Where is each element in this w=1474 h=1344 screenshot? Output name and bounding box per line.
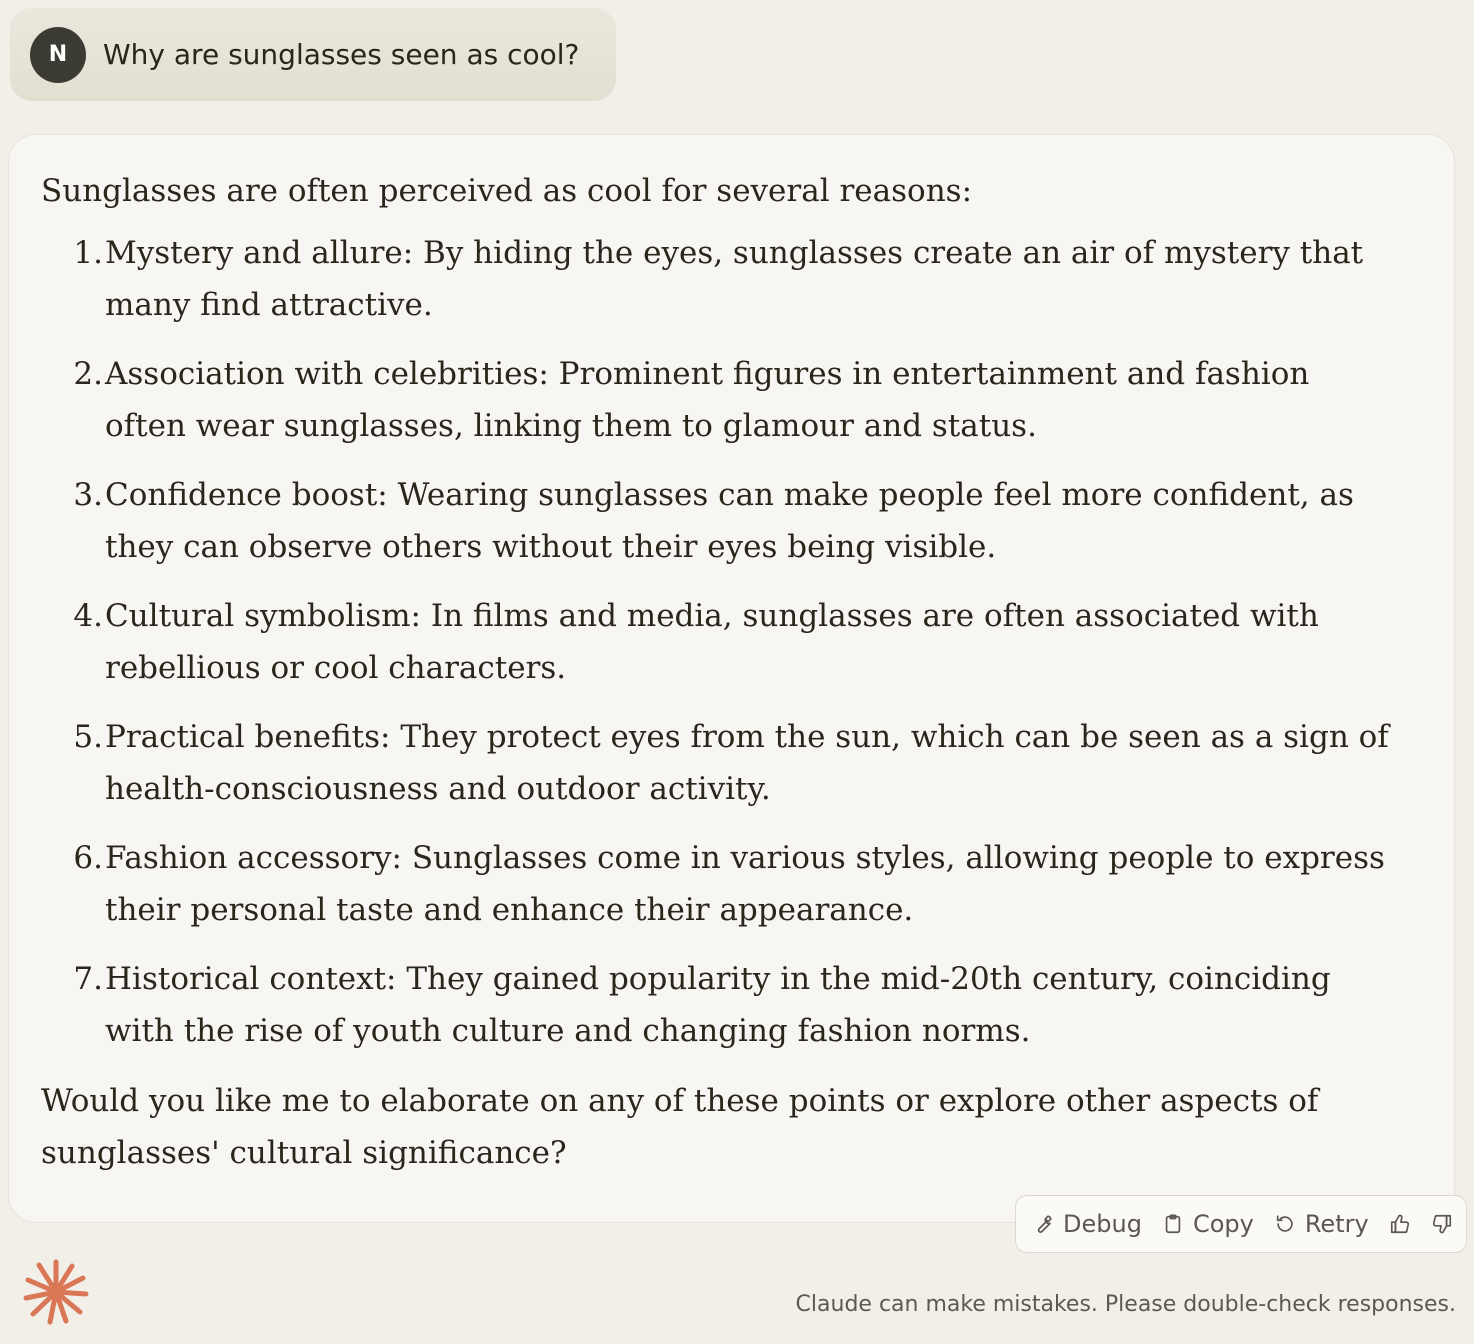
list-item-text: Confidence boost: Wearing sunglasses can make people feel more confident, as they can observe others without their eyes being visible. — [105, 477, 1354, 565]
user-message-text: Why are sunglasses seen as cool? — [103, 38, 580, 71]
thumbs-up-button[interactable] — [1389, 1213, 1411, 1235]
list-item-number: 7 . — [67, 953, 103, 1005]
list-item-text: Practical benefits: They protect eyes from the sun, which can be seen as a sign of health-consciousness and outdoor activity. — [105, 719, 1389, 807]
list-item-text: Cultural symbolism: In films and media, sunglasses are often associated with rebellious or cool characters. — [105, 598, 1319, 686]
clipboard-icon — [1162, 1213, 1184, 1235]
list-item-text: Mystery and allure: By hiding the eyes, sunglasses create an air of mystery that many find attractive. — [105, 235, 1364, 323]
list-item-text: Historical context: They gained popularity in the mid-20th century, coinciding with the rise of youth culture and changing fashion norms. — [105, 961, 1331, 1049]
copy-button[interactable] — [1162, 1210, 1254, 1238]
retry-button[interactable] — [1274, 1210, 1369, 1238]
list-item — [73, 590, 1394, 694]
list-item-number: 6 . — [67, 832, 103, 884]
debug-button[interactable] — [1032, 1210, 1142, 1238]
list-item-number: 4 . — [67, 590, 103, 642]
response-outro: Would you like me to elaborate on any of these points or explore other aspects of sunglasses' cultural significance? — [41, 1083, 1319, 1171]
list-item — [73, 227, 1394, 331]
assistant-message-card — [8, 134, 1455, 1223]
copy-label: Copy — [1192, 1210, 1254, 1238]
list-item — [73, 469, 1394, 573]
list-item-number: 5 . — [67, 711, 103, 763]
list-item — [73, 348, 1394, 452]
wrench-icon — [1032, 1213, 1054, 1235]
list-item-number: 2 . — [67, 348, 103, 400]
disclaimer-text: Claude can make mistakes. Please double-check responses. — [795, 1292, 1456, 1317]
list-item — [73, 832, 1394, 936]
thumbs-up-icon — [1389, 1213, 1411, 1235]
thumbs-down-icon — [1431, 1213, 1453, 1235]
debug-label: Debug — [1063, 1210, 1142, 1238]
list-item-text: Association with celebrities: Prominent figures in entertainment and fashion often wear sunglasses, linking them to glamour and status. — [105, 356, 1310, 444]
retry-label: Retry — [1304, 1210, 1369, 1238]
list-item-text: Fashion accessory: Sunglasses come in various styles, allowing people to express their personal taste and enhance their appearance. — [105, 840, 1385, 928]
list-item-number: 1 . — [67, 227, 103, 279]
thumbs-down-button[interactable] — [1431, 1213, 1453, 1235]
claude-spark-icon — [22, 1258, 90, 1326]
list-item-number: 3 . — [67, 469, 103, 521]
user-avatar: N — [30, 27, 86, 83]
user-message-bubble — [10, 8, 616, 101]
response-intro: Sunglasses are often perceived as cool for several reasons: — [41, 173, 973, 209]
reasons-list — [41, 227, 1394, 1057]
retry-icon — [1274, 1213, 1296, 1235]
list-item — [73, 953, 1394, 1057]
message-actions-bar — [1015, 1195, 1467, 1253]
list-item — [73, 711, 1394, 815]
